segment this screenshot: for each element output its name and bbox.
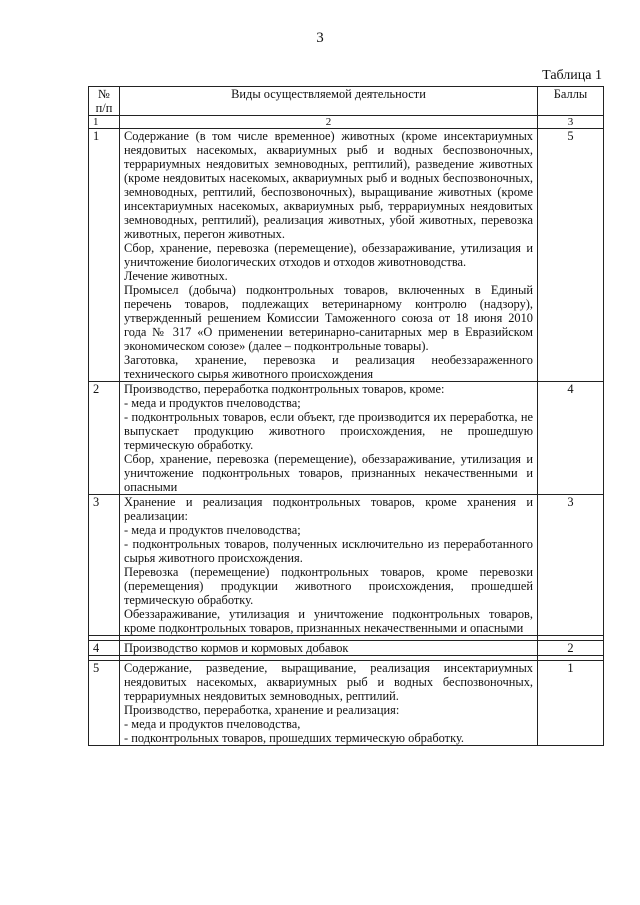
activity-paragraph: Сбор, хранение, перевозка (перемещение), обеззараживание, утилизация и уничтожение подконтрольных товаров, признанных некачественными и опасными [124,452,533,494]
activity-paragraph: Сбор, хранение, перевозка (перемещение), обеззараживание, утилизация и уничтожение биологических отходов и отходов животноводства. [124,241,533,269]
row-number: 3 [89,495,120,636]
row-number: 2 [89,382,120,495]
activity-description [120,382,538,495]
activity-paragraph: - подконтрольных товаров, прошедших термическую обработку. [124,731,464,745]
row-number: 5 [89,661,120,746]
table-row [89,382,604,495]
activity-paragraph: - меда и продуктов пчеловодства, [124,717,301,731]
table-row [89,495,604,636]
column-number: 3 [538,116,604,129]
activity-paragraph: Перевозка (перемещение) подконтрольных товаров, кроме перевозки (перемещения) продукции животного происхождения, прошедшей термическую обработку. [124,565,533,607]
table-row [89,661,604,746]
row-score: 2 [538,641,604,656]
row-number: 1 [89,129,120,382]
activity-description [120,495,538,636]
page-number: 3 [316,30,324,46]
activity-paragraph: Производство, переработка, хранение и реализация: [124,703,400,717]
column-numbers-row [89,116,604,129]
row-number: 4 [89,641,120,656]
activity-paragraph: Производство, переработка подконтрольных товаров, кроме: [124,382,445,396]
header-score: Баллы [538,87,604,116]
activity-paragraph: - подконтрольных товаров, полученных исключительно из переработанного сырья животного происхождения. [124,537,533,565]
table-body [89,129,604,746]
activity-scores-table [88,86,604,746]
table-caption: Таблица 1 [542,68,602,83]
row-score: 5 [538,129,604,382]
table-row [89,129,604,382]
activity-paragraph: - подконтрольных товаров, если объект, где производится их переработка, не выпускает продукцию животного происхождения, не прошедшую термическую обработку. [124,410,533,452]
activity-description [120,129,538,382]
row-score: 1 [538,661,604,746]
column-number: 2 [120,116,538,129]
activity-paragraph: Содержание, разведение, выращивание, реализация инсектариумных неядовитых насекомых, аквариумных рыб и водных беспозвоночных, террариумных неядовитых земноводных, рептилий. [124,661,533,703]
activity-description [120,661,538,746]
activity-paragraph: - меда и продуктов пчеловодства; [124,523,301,537]
table-header-row [89,87,604,116]
activity-paragraph: Заготовка, хранение, перевозка и реализация необеззараженного технического сырья животного происхождения [124,353,533,381]
activity-paragraph: Обеззараживание, утилизация и уничтожение подконтрольных товаров, кроме подконтрольных товаров, признанных некачественными и опасными [124,607,533,635]
table-row [89,641,604,656]
activity-paragraph: - меда и продуктов пчеловодства; [124,396,301,410]
row-score: 4 [538,382,604,495]
activity-paragraph: Хранение и реализация подконтрольных товаров, кроме хранения и реализации: [124,495,533,523]
activity-paragraph: Производство кормов и кормовых добавок [124,641,349,655]
header-num: № п/п [89,87,120,116]
column-number: 1 [89,116,120,129]
header-activity: Виды осуществляемой деятельности [120,87,538,116]
activity-paragraph: Содержание (в том числе временное) животных (кроме инсектариумных неядовитых насекомых, аквариумных рыб и водных беспозвоночных, террариумных неядовитых земноводных, рептилий), разведение животных (кроме неядовитых насекомых, аквариумных рыб и водных беспозвоночных, земноводных, рептилий, беспозвоночных), выращивание животных (кроме инсектариумных насекомых, аквариумных рыб, террариумных неядовитых земноводных, рептилий), реализация животных, убой животных, перевозка животных, перегон животных. [124,129,533,241]
activity-paragraph: Лечение животных. [124,269,228,283]
activity-description [120,641,538,656]
row-score: 3 [538,495,604,636]
activity-paragraph: Промысел (добыча) подконтрольных товаров, включенных в Единый перечень товаров, подлежащих ветеринарному контролю (надзору), утвержденный решением Комиссии Таможенного союза от 18 июня 2010 года № 317 «О применении ветеринарно-санитарных мер в Евразийском экономическом союзе» (далее – подконтрольные товары). [124,283,533,353]
